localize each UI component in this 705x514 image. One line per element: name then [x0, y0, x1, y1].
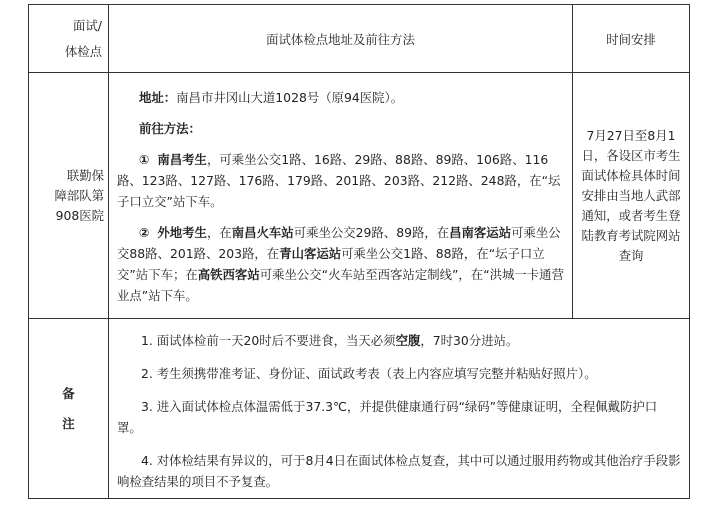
header-row [29, 5, 690, 73]
notes-content [109, 319, 690, 499]
address-label: 地址： [139, 90, 177, 105]
route2-station3: 青山客运站 [279, 246, 342, 261]
header-site-type [29, 5, 109, 73]
site-schedule: 7月27日至8月1日，各设区市考生面试体检具体时间安排由当地人武部通知，或者考生登陆教育考试院网站查询 [573, 73, 690, 319]
note-1-text-c: ，7时30分进站。 [420, 332, 519, 348]
exam-site-table [28, 4, 690, 499]
note-1-text-a: 1. 面试体检前一天20时后不要进食，当天必须 [141, 332, 396, 348]
site-unit-line3: 908医院 [55, 207, 104, 223]
notes-row [29, 319, 690, 499]
header-address-method: 面试体检点地址及前往方法 [109, 5, 573, 73]
route2-station1: 南昌火车站 [231, 225, 294, 240]
note-4: 4. 对体检结果有异议的，可于8月4日在面试体检点复查，其中可以通过服用药物或其他治疗手段影响检查结果的项目不予复查。 [117, 452, 681, 489]
site-unit-line2: 障部队第 [54, 187, 104, 203]
route2-text4: 可乘坐公交1路、88路，在“坛子口立交”站下车；在 [117, 246, 545, 282]
route-nanchang [117, 149, 566, 212]
route2-text5: 可乘坐公交“火车站至西客站定制线”，在“洪城一卡通营业点”站下车。 [117, 267, 564, 303]
header-schedule: 时间安排 [573, 5, 690, 73]
note-2: 2. 考生须携带准考证、身份证、面试政考表（表上内容应填写完整并粘贴好照片）。 [141, 365, 597, 381]
note-3: 3. 进入面试体检点体温需低于37.3℃，并提供健康通行码“绿码”等健康证明，全程佩戴防护口罩。 [117, 398, 658, 435]
route2-station4: 高铁西客站 [197, 267, 260, 282]
route1-who: 南昌考生 [157, 152, 207, 167]
route2-number: ② [139, 225, 150, 240]
address-line [117, 87, 566, 108]
site-row [29, 73, 690, 319]
route2-text3: 可乘坐公交88路、201路、203路，在 [117, 225, 561, 261]
header-site-type-line2: 体检点 [64, 43, 102, 59]
notes-label-line2: 注 [62, 415, 75, 431]
notes-label [29, 319, 109, 499]
route2-text1: ，在 [206, 225, 232, 240]
route2-station2: 昌南客运站 [449, 225, 512, 240]
route1-number: ① [139, 152, 150, 167]
site-unit-line1: 联勤保 [66, 167, 104, 183]
note-1 [117, 330, 681, 351]
note-1-emphasis: 空腹 [395, 332, 421, 348]
route-outside [117, 222, 566, 306]
route1-text: ，可乘坐公交1路、16路、29路、88路、89路、106路、116路、123路、127路、176路、179路、201路、203路、212路、248路，在“坛子口立交”站下车。 [117, 152, 561, 209]
route2-who: 外地考生 [157, 225, 207, 240]
notes-label-line1: 备 [62, 385, 75, 401]
route-label-text: 前往方法： [139, 121, 201, 136]
site-address-cell [109, 73, 573, 319]
site-unit-name [29, 73, 109, 319]
address-text: 南昌市井冈山大道1028号（原94医院）。 [176, 90, 404, 105]
route-label [117, 118, 566, 139]
route2-text2: 可乘坐公交29路、89路，在 [293, 225, 450, 240]
header-site-type-line1: 面试/ [73, 17, 102, 33]
